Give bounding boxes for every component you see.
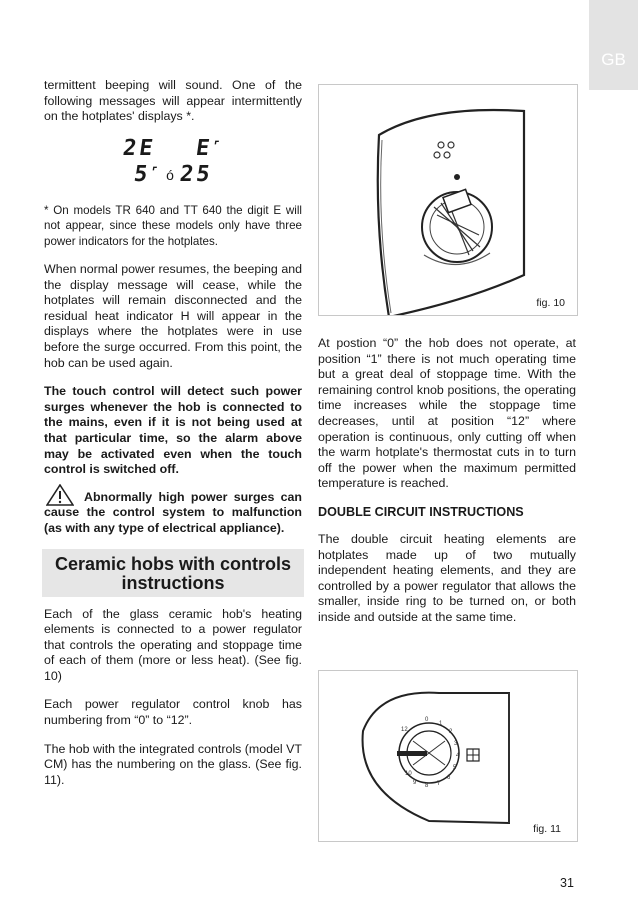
- warning-block: [44, 484, 302, 537]
- svg-text:10: 10: [405, 771, 412, 777]
- warning-text: Abnormally high power surges can cause the control system to malfunction (as with any type of electrical appliance).: [44, 489, 302, 535]
- paragraph: When normal power resumes, the beeping and the display message will cease, while the hotplates will remain disconnected and the residual heat indicator H will appear in the displays where the hotplates were in use before the surge occurred. From this point, the hob can be used again.: [44, 262, 302, 370]
- paragraph-bold: The touch control will detect such power surges whenever the hob is connected to the mains, even if it is not being used at that particular time, so the alarm above may be activated even when the touch control is switched off.: [44, 384, 302, 477]
- control-knob-illustration: [319, 85, 577, 315]
- svg-text:2: 2: [449, 729, 453, 735]
- paragraph: The double circuit heating elements are hotplates made up of two mutually independent heating elements, and they are controlled by a power regulator that allows the smaller, inside ring to be turned on, or both inside and outside at the same time.: [318, 531, 576, 624]
- code-2e: 2E: [121, 135, 158, 161]
- svg-text:6: 6: [447, 775, 451, 781]
- code-25: 25: [178, 161, 215, 187]
- svg-text:8: 8: [425, 783, 429, 789]
- paragraph: The hob with the integrated controls (model VT CM) has the numbering on the glass. (See fig. 11).: [44, 741, 302, 787]
- code-e: E˹: [194, 135, 225, 161]
- svg-text:7: 7: [437, 781, 441, 787]
- language-tab: GB: [589, 0, 638, 90]
- figure-11: [318, 670, 578, 842]
- svg-text:5: 5: [453, 765, 457, 771]
- display-codes: [44, 137, 302, 187]
- section-heading: [42, 549, 304, 597]
- svg-text:3: 3: [454, 741, 458, 747]
- paragraph: termittent beeping will sound. One of the following messages will appear intermittently on the hotplates' displays *.: [44, 78, 302, 124]
- footnote: * On models TR 640 and TT 640 the digit E will not appear, since these models only have three power indicators for the hotplates.: [44, 203, 302, 248]
- code-separator: ó: [166, 166, 174, 183]
- left-column: [44, 78, 302, 788]
- svg-text:9: 9: [413, 780, 417, 786]
- svg-text:0: 0: [425, 717, 429, 723]
- warning-icon: [46, 484, 74, 506]
- page-number: 31: [560, 876, 574, 890]
- svg-text:4: 4: [456, 753, 460, 759]
- right-column: [318, 336, 576, 626]
- figure-10: [318, 84, 578, 316]
- double-circuit-heading: DOUBLE CIRCUIT INSTRUCTIONS: [318, 504, 524, 519]
- hob-controls-illustration: [319, 671, 577, 841]
- code-5: 5˹: [131, 161, 162, 187]
- paragraph: Each of the glass ceramic hob's heating elements is connected to a power regulator that controls the operating and stoppage time of each of them (more or less heat). (See fig. 10): [44, 606, 302, 683]
- svg-text:12: 12: [401, 727, 408, 733]
- svg-text:1: 1: [439, 721, 443, 727]
- paragraph: Each power regulator control knob has numbering from “0” to “12”.: [44, 697, 302, 728]
- fig-11-label: fig. 11: [533, 823, 561, 835]
- fig-10-label: fig. 10: [536, 297, 565, 309]
- section-title: Ceramic hobs with controls instructions: [54, 553, 292, 593]
- paragraph: At postion “0” the hob does not operate, at position “1” there is not much operating time but a great deal of stoppage time. With the remaining control knob positions, the operating time increases while the stoppage time decreases, until at position “12” where operation is continuous, only cutting off when the warm hotplate's thermostat cuts in to turn off the power when the maximum permitted temperature is reached.: [318, 336, 576, 491]
